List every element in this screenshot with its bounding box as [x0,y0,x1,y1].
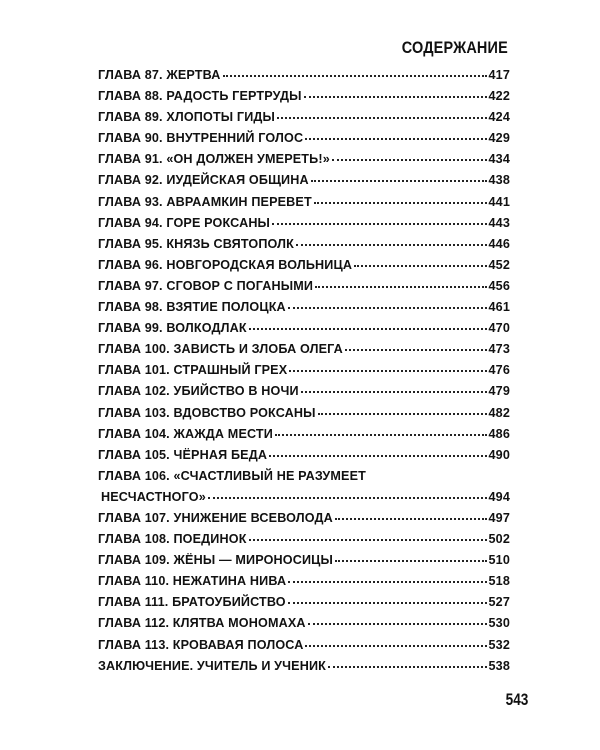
dot-leader [314,201,487,204]
toc-entry-label-line2: НЕСЧАСТНОГО» [101,489,206,504]
toc-entry-label: ГЛАВА 92. ИУДЕЙСКАЯ ОБЩИНА [98,173,309,188]
toc-entry[interactable] [98,511,510,532]
toc-entry[interactable] [98,384,510,405]
toc-entry-label: ГЛАВА 100. ЗАВИСТЬ И ЗЛОБА ОЛЕГА [98,342,343,357]
toc-entry-page: 482 [488,405,510,420]
dot-leader [308,622,487,625]
toc-entry[interactable] [98,237,510,258]
dot-leader [332,158,487,161]
toc-entry[interactable] [98,89,510,110]
toc-entry-label: ГЛАВА 110. НЕЖАТИНА НИВА [98,574,287,589]
toc-entry[interactable] [98,638,510,659]
toc-entry-page: 438 [488,173,510,188]
toc-entry-page: 456 [488,278,510,293]
toc-entry[interactable] [98,469,510,511]
dot-leader [223,74,487,77]
toc-entry-label: ГЛАВА 113. КРОВАВАЯ ПОЛОСА [98,637,304,652]
table-of-contents [98,68,510,680]
toc-entry-page: 510 [488,553,510,568]
toc-entry[interactable] [98,258,510,279]
toc-entry-page: 490 [488,447,510,462]
toc-entry[interactable] [98,300,510,321]
dot-leader [288,580,486,583]
toc-entry[interactable] [98,173,510,194]
toc-entry-page: 497 [488,510,510,525]
dot-leader [305,644,486,647]
toc-entry[interactable] [98,195,510,216]
toc-entry-label: ГЛАВА 102. УБИЙСТВО В НОЧИ [98,384,299,399]
toc-entry-label: ГЛАВА 99. ВОЛКОДЛАК [98,321,247,336]
toc-entry[interactable] [98,110,510,131]
toc-entry[interactable] [98,363,510,384]
toc-entry-label: ГЛАВА 88. РАДОСТЬ ГЕРТРУДЫ [98,89,302,104]
toc-entry-page: 452 [488,257,510,272]
running-header: СОДЕРЖАНИЕ [401,38,508,57]
dot-leader [315,285,486,288]
toc-entry-label: ГЛАВА 101. СТРАШНЫЙ ГРЕХ [98,363,288,378]
toc-entry[interactable] [98,532,510,553]
dot-leader [335,559,487,562]
dot-leader [335,517,487,520]
toc-entry-label: ГЛАВА 91. «ОН ДОЛЖЕН УМЕРЕТЬ!» [98,152,330,167]
toc-entry-page: 530 [488,616,510,631]
toc-entry[interactable] [98,574,510,595]
toc-entry[interactable] [98,342,510,363]
toc-entry-label: ГЛАВА 107. УНИЖЕНИЕ ВСЕВОЛОДА [98,510,333,525]
toc-entries-group [98,68,510,469]
toc-entry-page: 502 [488,532,510,547]
dot-leader [288,306,487,309]
toc-entry-page: 461 [488,300,510,315]
toc-entry-label: ГЛАВА 104. ЖАЖДА МЕСТИ [98,426,273,441]
toc-entry[interactable] [98,68,510,89]
toc-entry-label: ГЛАВА 90. ВНУТРЕННИЙ ГОЛОС [98,131,304,146]
toc-entry[interactable] [98,406,510,427]
dot-leader [275,433,487,436]
toc-entry-label: ГЛАВА 105. ЧЁРНАЯ БЕДА [98,447,268,462]
dot-leader [301,390,487,393]
page-number: 543 [505,690,528,709]
toc-entry[interactable] [98,659,510,680]
toc-entries-group [98,511,510,680]
toc-entry-page: 443 [488,215,510,230]
toc-entry[interactable] [98,321,510,342]
toc-entry[interactable] [98,553,510,574]
dot-leader [318,412,487,415]
dot-leader [345,348,487,351]
dot-leader [304,95,487,98]
dot-leader [277,116,487,119]
toc-entry-label: ГЛАВА 93. АВРААМКИН ПЕРЕВЕТ [98,194,312,209]
dot-leader [288,601,487,604]
dot-leader [305,137,486,140]
dot-leader [311,179,487,182]
toc-entry[interactable] [98,427,510,448]
toc-entry-page: 486 [488,426,510,441]
dot-leader [354,264,486,267]
dot-leader [269,454,486,457]
toc-entry-label: ГЛАВА 98. ВЗЯТИЕ ПОЛОЦКА [98,300,286,315]
toc-entry-page: 494 [488,489,510,504]
toc-entry-page: 446 [488,236,510,251]
toc-entry[interactable] [98,279,510,300]
toc-entry-page: 518 [488,574,510,589]
toc-entry-page: 424 [488,110,510,125]
toc-entry-label: ГЛАВА 109. ЖЁНЫ — МИРОНОСИЦЫ [98,553,333,568]
toc-entry-page: 422 [488,89,510,104]
toc-entry[interactable] [98,595,510,616]
toc-entry-label: ГЛАВА 89. ХЛОПОТЫ ГИДЫ [98,110,276,125]
dot-leader [296,243,487,246]
toc-entry-page: 532 [488,637,510,652]
toc-entry-label: ГЛАВА 95. КНЯЗЬ СВЯТОПОЛК [98,236,295,251]
toc-entry-page: 479 [488,384,510,399]
toc-entry-page: 441 [488,194,510,209]
toc-entry-page: 538 [488,658,510,673]
toc-entry-label: ЗАКЛЮЧЕНИЕ. УЧИТЕЛЬ И УЧЕНИК [98,658,327,673]
toc-entry[interactable] [98,216,510,237]
toc-entry-label-line1: ГЛАВА 106. «СЧАСТЛИВЫЙ НЕ РАЗУМЕЕТ [98,468,366,483]
dot-leader [249,327,487,330]
toc-entry-label: ГЛАВА 94. ГОРЕ РОКСАНЫ [98,215,271,230]
toc-entry-label: ГЛАВА 87. ЖЕРТВА [98,68,221,82]
toc-entry-label: ГЛАВА 111. БРАТОУБИЙСТВО [98,595,286,610]
dot-leader [289,369,486,372]
dot-leader [328,665,487,668]
toc-entry-page: 473 [488,342,510,357]
toc-entry-label: ГЛАВА 112. КЛЯТВА МОНОМАХА [98,616,306,631]
toc-entry-page: 476 [488,363,510,378]
toc-entry-label: ГЛАВА 103. ВДОВСТВО РОКСАНЫ [98,405,316,420]
toc-entry[interactable] [98,152,510,173]
dot-leader [272,222,486,225]
toc-entry-label: ГЛАВА 96. НОВГОРОДСКАЯ ВОЛЬНИЦА [98,257,353,272]
toc-entry-label: ГЛАВА 97. СГОВОР С ПОГАНЫМИ [98,278,314,293]
toc-entry-page: 429 [488,131,510,146]
toc-entry[interactable] [98,616,510,637]
toc-entry[interactable] [98,131,510,152]
dot-leader [208,496,487,499]
toc-entry-page: 434 [488,152,510,167]
toc-entry-page: 470 [488,321,510,336]
toc-entry-page: 417 [488,68,510,82]
toc-entry-label: ГЛАВА 108. ПОЕДИНОК [98,532,247,547]
toc-entry[interactable] [98,448,510,469]
toc-entry-page: 527 [488,595,510,610]
dot-leader [249,538,487,541]
